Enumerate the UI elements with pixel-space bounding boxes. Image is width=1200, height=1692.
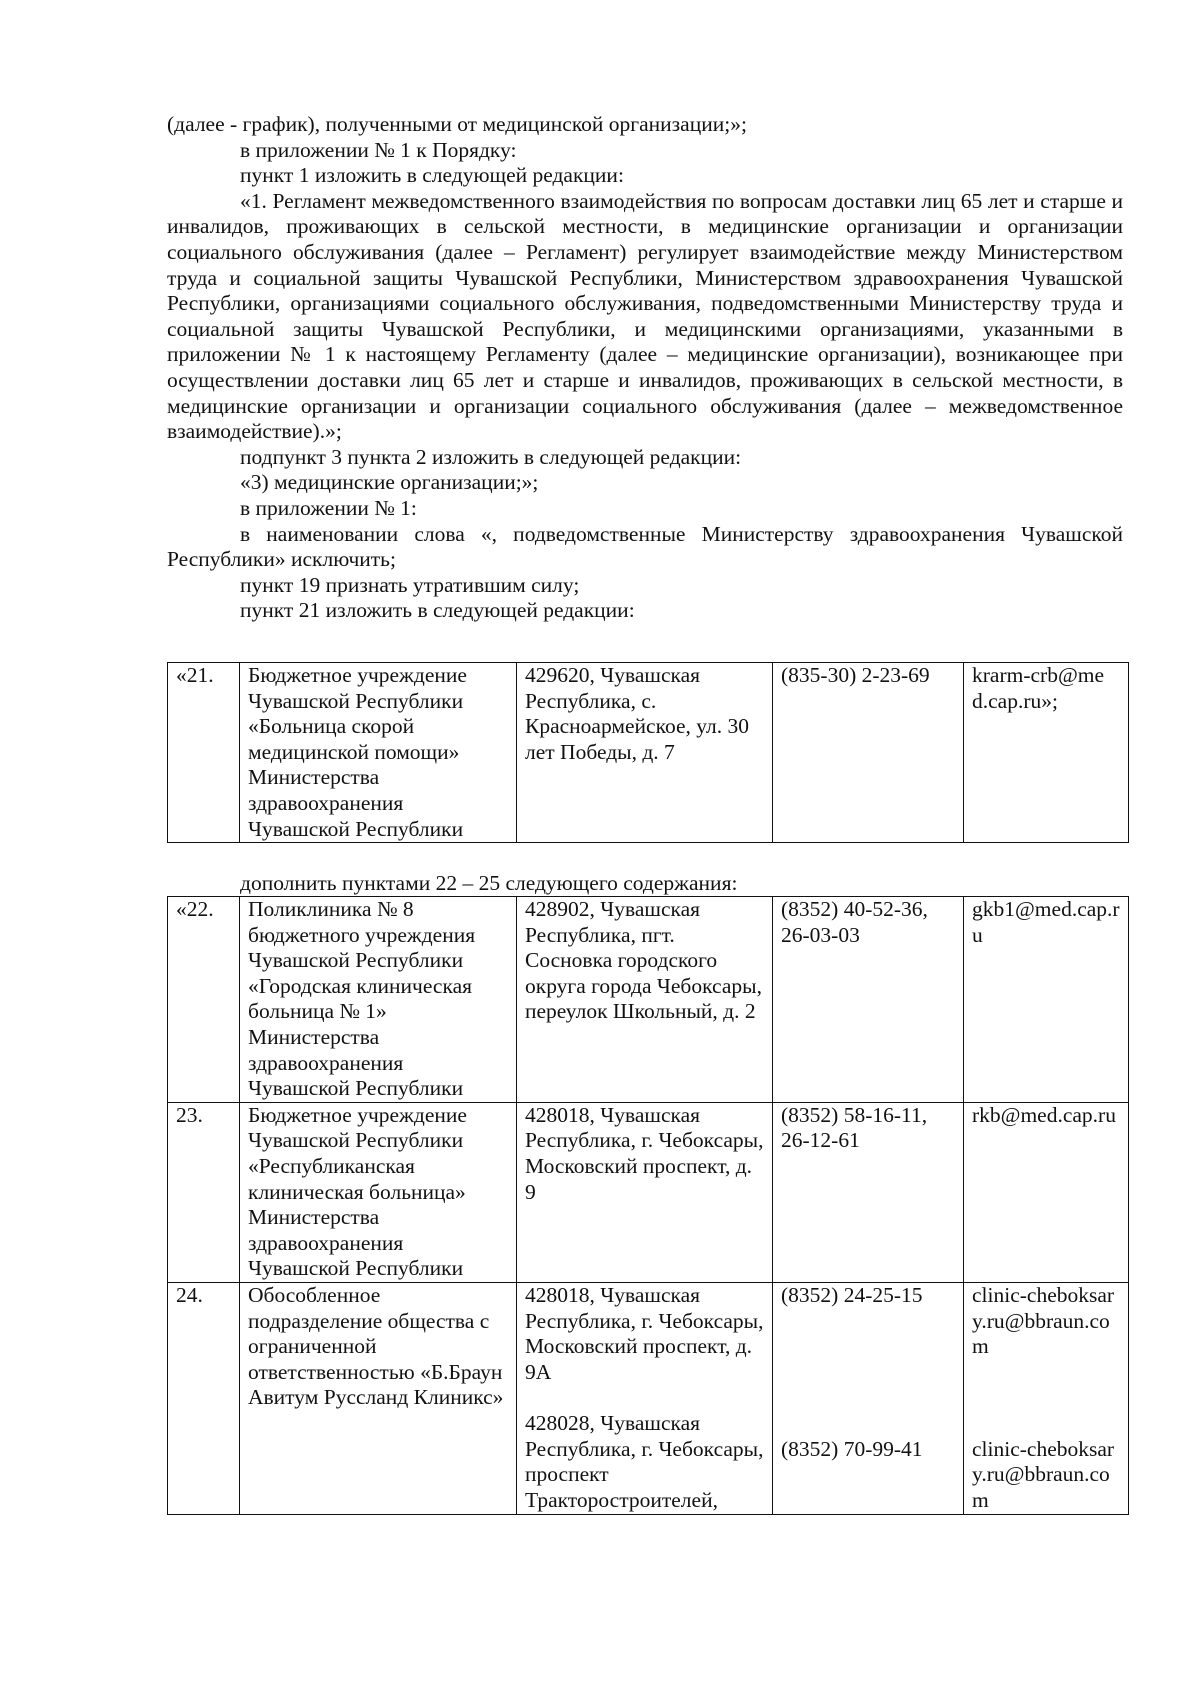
organization-email: krarm-crb@med.cap.ru»;	[964, 663, 1129, 843]
paragraph-point-21-intro: пункт 21 изложить в следующей редакции:	[240, 598, 635, 623]
spacer	[781, 1309, 955, 1437]
organization-phone-2: (8352) 70-99-41	[781, 1436, 923, 1461]
document-text	[167, 112, 1123, 624]
organization-address-2: 428028, Чувашская Республика, г. Чебоксары, проспект Тракторостроителей,	[525, 1411, 764, 1513]
organization-email-cell	[964, 1282, 1129, 1514]
table-2-lead-text: дополнить пунктами 22 – 25 следующего содержания:	[240, 871, 738, 895]
spacer	[525, 1385, 764, 1411]
table-row	[168, 663, 1129, 843]
organization-name: Бюджетное учреждение Чувашской Республики «Республиканская клиническая больница» Министерства здравоохранения Чувашской Республики	[240, 1102, 517, 1282]
organization-email: gkb1@med.cap.ru	[964, 897, 1129, 1103]
row-number: «22.	[168, 897, 240, 1103]
paragraph-continuation: (далее - график), полученными от медицинской организации;»;	[167, 112, 747, 136]
organization-email-2: clinic-cheboksary.ru@bbraun.com	[972, 1436, 1115, 1512]
paragraph-name-change: в наименовании слова «, подведомственные Министерству здравоохранения Чувашской Республики» исключить;	[167, 521, 1123, 572]
paragraph-regulation-1: «1. Регламент межведомственного взаимодействия по вопросам доставки лиц 65 лет и старше и инвалидов, проживающих в сельской местности, в медицинские организации и организации социального обслуживания (далее – Регламент) регулирует взаимодействие между Министерством труда и социальной защиты Чувашской Республики, Министерством здравоохранения Чувашской Республики, организациями социального обслуживания, подведомственными Министерству труда и социальной защиты Чувашской Республики, и медицинскими организациями, указанными в приложении № 1 к настоящему Регламенту (далее – медицинские организации), возникающее при осуществлении доставки лиц 65 лет и старше и инвалидов, проживающих в сельской местности, в медицинские организации и организации социального обслуживания (далее – межведомственное взаимодействие).»;	[167, 188, 1123, 444]
organization-address: 428018, Чувашская Республика, г. Чебоксары, Московский проспект, д. 9	[517, 1102, 773, 1282]
paragraph-point-1-intro: пункт 1 изложить в следующей редакции:	[240, 163, 624, 188]
organization-address: 428902, Чувашская Республика, пгт. Сосновка городского округа города Чебоксары, переулок Школьный, д. 2	[517, 897, 773, 1103]
organization-name: Бюджетное учреждение Чувашской Республики «Больница скорой медицинской помощи» Министерства здравоохранения Чувашской Республики	[240, 663, 517, 843]
organization-email: rkb@med.cap.ru	[964, 1102, 1129, 1282]
paragraph-subpoint-3-intro: подпункт 3 пункта 2 изложить в следующей редакции:	[240, 444, 742, 469]
row-number: 24.	[168, 1282, 240, 1514]
organization-address-cell	[517, 1282, 773, 1514]
row-number: «21.	[168, 663, 240, 843]
organization-email: clinic-cheboksary.ru@bbraun.com	[972, 1282, 1115, 1359]
table-points-22-25	[167, 896, 1129, 1515]
spacer	[972, 1360, 1120, 1437]
row-number: 23.	[168, 1102, 240, 1282]
paragraph-subpoint-3: «3) медицинские организации;»;	[240, 470, 539, 495]
organization-phone: (8352) 24-25-15	[781, 1282, 923, 1307]
organization-phone: (835-30) 2-23-69	[773, 663, 964, 843]
organization-name: Обособленное подразделение общества с ограниченной ответственностью «Б.Браун Авитум Руссланд Клиникс»	[240, 1282, 517, 1514]
paragraph-appendix-1: в приложении № 1 к Порядку:	[240, 137, 517, 162]
table-row	[168, 897, 1129, 1103]
organization-phone-cell	[773, 1282, 964, 1514]
organization-phone: (8352) 58-16-11, 26-12-61	[773, 1102, 964, 1282]
paragraph-appendix-1-changes: в приложении № 1:	[240, 495, 417, 520]
organization-phone: (8352) 40-52-36, 26-03-03	[773, 897, 964, 1103]
table-row	[168, 1282, 1129, 1514]
paragraph-point-19: пункт 19 признать утратившим силу;	[240, 572, 580, 597]
organization-address: 428018, Чувашская Республика, г. Чебоксары, Московский проспект, д. 9А	[525, 1282, 764, 1384]
organization-name: Поликлиника № 8 бюджетного учреждения Чувашской Республики «Городская клиническая больница № 1» Министерства здравоохранения Чувашской Республики	[240, 897, 517, 1103]
table-row	[168, 1102, 1129, 1282]
table-point-21	[167, 662, 1129, 843]
organization-address: 429620, Чувашская Республика, с. Красноармейское, ул. 30 лет Победы, д. 7	[517, 663, 773, 843]
